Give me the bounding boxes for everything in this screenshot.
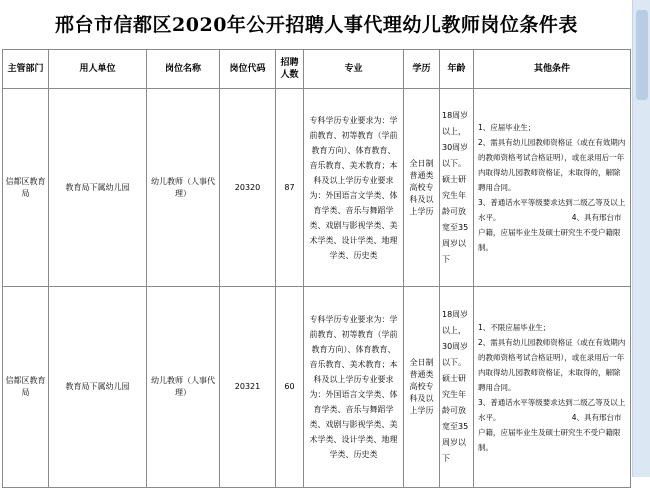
header-dept: 主管部门: [3, 50, 49, 89]
cell-position: 幼儿教师（人事代理）: [147, 287, 220, 488]
header-major: 专业: [304, 50, 404, 89]
cell-unit: 教育局下属幼儿园: [49, 89, 147, 287]
cell-conditions: [474, 287, 631, 488]
cell-count: 60: [276, 287, 304, 488]
vertical-scrollbar[interactable]: [632, 0, 650, 477]
condition-line: 3、普通话水平等级要求达到二级乙等及以上水平。 4、具有邢台市户籍，应届毕业生及硕士研究生不受户籍限制。: [478, 397, 626, 452]
cell-code: 20321: [220, 287, 276, 488]
cell-position: 幼儿教师（人事代理）: [147, 89, 220, 287]
table-row: [3, 287, 631, 488]
cell-unit: 教育局下属幼儿园: [49, 287, 147, 488]
cell-education: 全日制普通类高校专科及以上学历: [404, 89, 440, 287]
positions-table: [2, 49, 631, 488]
header-position: 岗位名称: [147, 50, 220, 89]
header-code: 岗位代码: [220, 50, 276, 89]
condition-line: 1、应届毕业生；: [478, 123, 536, 132]
cell-conditions: [474, 89, 631, 287]
condition-line: 2、需具有幼儿园教师资格证（或在有效期内的教师资格考试合格证明），或在录用后一年内取得幼儿园教师资格证，未取得的，解除聘用合同。: [478, 337, 626, 392]
scrollbar-thumb[interactable]: [636, 10, 648, 100]
header-conditions: 其他条件: [474, 50, 631, 89]
cell-major: 专科学历专业要求为：学前教育、初等教育（学前教育方向）、体育教育、音乐教育、美术教育；本科及以上学历专业要求为：外国语言文学类、体育学类、音乐与舞蹈学类、戏剧与影视学类、美术学类、设计学类、地理学类、历史类: [304, 89, 404, 287]
cell-age: 18周岁以上，30周岁以下。硕士研究生年龄可放宽至35周岁以下: [440, 89, 474, 287]
header-age: 年龄: [440, 50, 474, 89]
header-count: 招聘人数: [276, 50, 304, 89]
header-unit: 用人单位: [49, 50, 147, 89]
cell-age: 18周岁以上，30周岁以下。硕士研究生年龄可放宽至35周岁以下: [440, 287, 474, 488]
cell-count: 87: [276, 89, 304, 287]
condition-line: 3、普通话水平等级要求达到二级乙等及以上水平。 4、具有邢台市户籍，应届毕业生及硕士研究生不受户籍限制。: [478, 198, 626, 252]
cell-major: 专科学历专业要求为：学前教育、初等教育（学前教育方向）、体育教育、音乐教育、美术教育；本科及以上学历专业要求为：外国语言文学类、体育学类、音乐与舞蹈学类、戏剧与影视学类、美术学类、设计学类、地理学类、历史类: [304, 287, 404, 488]
cell-dept: 信都区教育局: [3, 89, 49, 287]
table-row: [3, 89, 631, 287]
page-title: 邢台市信都区2020年公开招聘人事代理幼儿教师岗位条件表: [55, 14, 578, 36]
condition-line: 1、不限应届毕业生；: [478, 322, 551, 332]
cell-dept: 信都区教育局: [3, 287, 49, 488]
header-education: 学历: [404, 50, 440, 89]
condition-line: 2、需具有幼儿园教师资格证（或在有效期内的教师资格考试合格证明），或在录用后一年内取得幼儿园教师资格证，未取得的，解除聘用合同。: [478, 138, 626, 192]
header-row: [3, 50, 631, 89]
cell-code: 20320: [220, 89, 276, 287]
cell-education: 全日制普通类高校专科及以上学历: [404, 287, 440, 488]
